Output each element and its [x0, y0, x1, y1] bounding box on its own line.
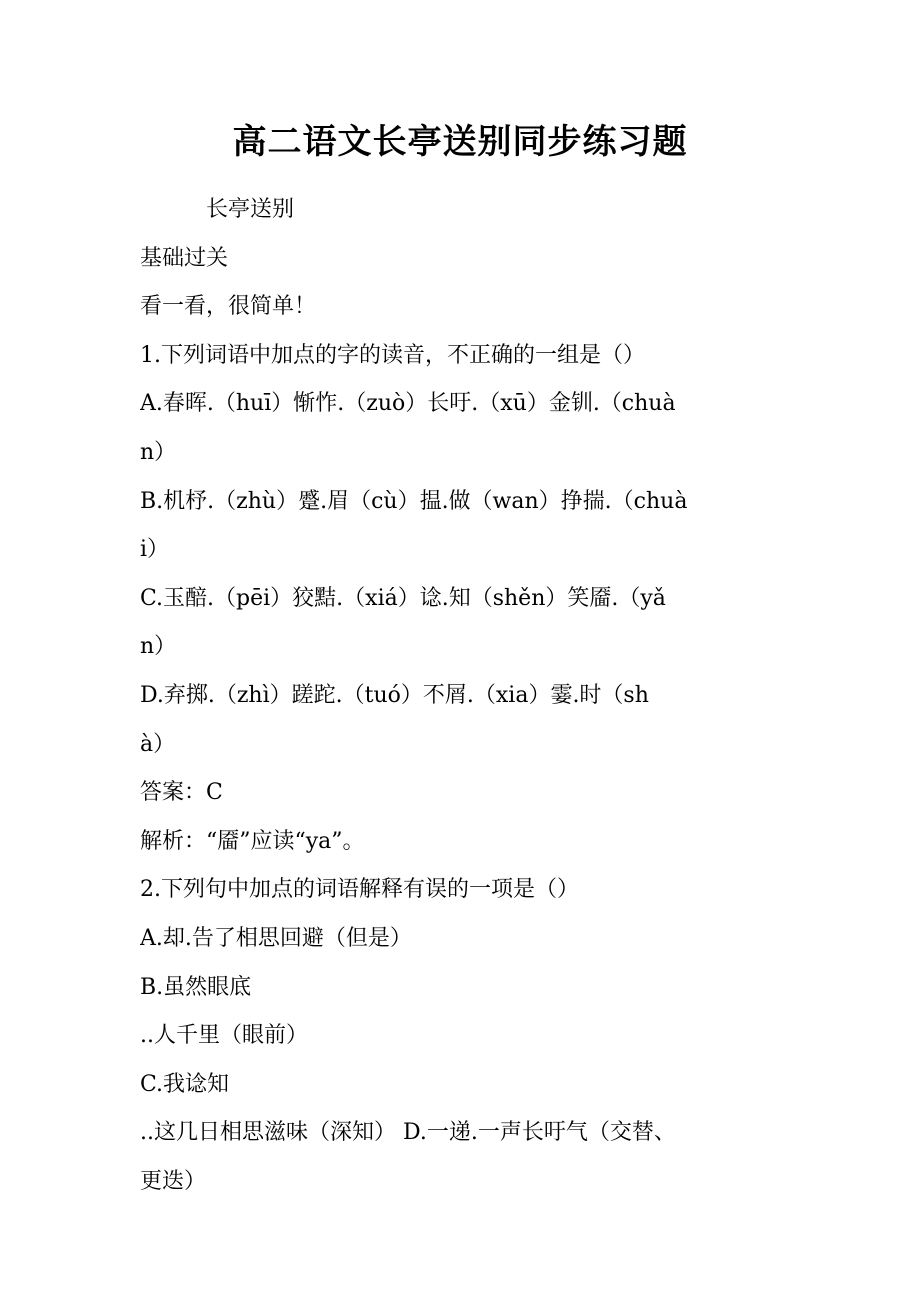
q2-option-d-continued: 更迭） — [140, 1168, 207, 1194]
option-d-continued: à） — [140, 731, 176, 757]
option-c-continued: n） — [140, 634, 177, 660]
option-a-continued: n） — [140, 439, 177, 465]
subsection-heading: 基础过关 — [140, 245, 229, 271]
question-2: 2.下列句中加点的词语解释有误的一项是（） — [140, 877, 579, 903]
option-d: D.弃掷.（zhì）蹉跎.（tuó）不屑.（xia）霎.时（sh — [140, 682, 649, 708]
analysis-1: 解析：“靥”应读“ya”。 — [140, 828, 365, 854]
document-body — [140, 186, 805, 1206]
option-b: B.机杼.（zhù）蹙.眉（cù）揾.做（wan）挣揣.（chuà — [140, 488, 688, 514]
q2-option-b-continued: ..人千里（眼前） — [140, 1023, 308, 1049]
q2-option-c: C.我谂知 — [140, 1071, 230, 1097]
q2-option-b: B.虽然眼底 — [140, 974, 252, 1000]
q2-option-c-continued: ..这几日相思滋味（深知） D.一递.一声长吁气（交替、 — [140, 1120, 676, 1146]
option-c: C.玉醅.（pēi）狡黠.（xiá）谂.知（shěn）笑靥.（yǎ — [140, 585, 666, 611]
document-title: 高二语文长亭送别同步练习题 — [232, 122, 688, 162]
question-1: 1.下列词语中加点的字的读音，不正确的一组是（） — [140, 342, 645, 368]
answer-1: 答案：C — [140, 780, 223, 806]
option-a: A.春晖.（huī）惭怍.（zuò）长吁.（xū）金钏.（chuà — [140, 391, 676, 417]
q2-option-a: A.却.告了相思回避（但是） — [140, 925, 412, 951]
intro-text: 看一看，很简单！ — [140, 294, 317, 320]
section-heading: 长亭送别 — [206, 197, 295, 222]
option-b-continued: i） — [140, 537, 170, 563]
